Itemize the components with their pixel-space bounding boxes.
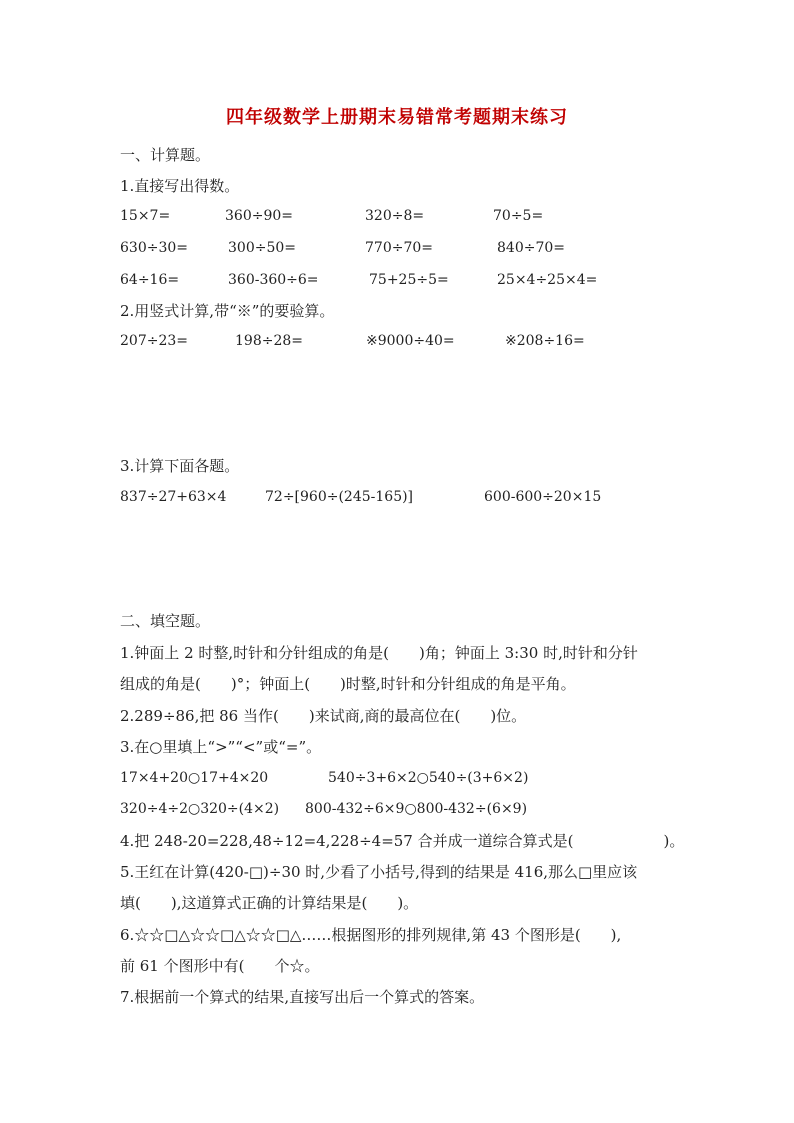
fill-line: 1.钟面上 2 时整,时针和分针组成的角是( )角；钟面上 3:30 时,时针和分针 (120, 644, 638, 662)
fill-line: 组成的角是( )°；钟面上( )时整,时针和分针组成的角是平角。 (120, 675, 576, 693)
compare-item: 800-432÷6×9○800-432÷(6×9) (305, 801, 528, 817)
page-title: 四年级数学上册期末易错常考题期末练习 (226, 107, 568, 128)
compare-item: 540÷3+6×2○540÷(3+6×2) (328, 770, 529, 786)
calc-item: 840÷70= (497, 240, 565, 256)
expression-item: 72÷[960÷(245-165)] (265, 489, 414, 505)
fill-line: 前 61 个图形中有( 个☆。 (120, 957, 320, 975)
q2-prompt: 2.用竖式计算,带“※”的要验算。 (120, 302, 335, 320)
fill-line: 5.王红在计算(420-□)÷30 时,少看了小括号,得到的结果是 416,那么□里应该 (120, 863, 638, 881)
vertical-calc-item: ※208÷16= (505, 333, 585, 349)
fill-line: 7.根据前一个算式的结果,直接写出后一个算式的答案。 (120, 988, 485, 1006)
section2-heading: 二、填空题。 (120, 612, 211, 630)
vertical-calc-item: 198÷28= (235, 333, 303, 349)
calc-item: 75+25÷5= (369, 272, 449, 288)
fill-line: 填( ),这道算式正确的计算结果是( )。 (120, 894, 419, 912)
calc-item: 630÷30= (120, 240, 188, 256)
q3-prompt: 3.计算下面各题。 (120, 457, 240, 475)
calc-item: 360-360÷6= (228, 272, 319, 288)
calc-item: 300÷50= (228, 240, 296, 256)
calc-item: 360÷90= (225, 208, 293, 224)
calc-item: 25×4÷25×4= (497, 272, 598, 288)
vertical-calc-item: 207÷23= (120, 333, 188, 349)
fill-line: 3.在○里填上“>”“<”或“=”。 (120, 738, 322, 756)
calc-item: 70÷5= (493, 208, 544, 224)
fill-line: 4.把 248-20=228,48÷12=4,228÷4=57 合并成一道综合算式是( )。 (120, 832, 685, 850)
fill-line: 2.289÷86,把 86 当作( )来试商,商的最高位在( )位。 (120, 707, 527, 725)
vertical-calc-item: ※9000÷40= (366, 333, 455, 349)
compare-item: 320÷4÷2○320÷(4×2) (120, 801, 280, 817)
compare-item: 17×4+20○17+4×20 (120, 770, 269, 786)
expression-item: 600-600÷20×15 (484, 489, 602, 505)
q1-prompt: 1.直接写出得数。 (120, 177, 240, 195)
calc-item: 15×7= (120, 208, 171, 224)
section1-heading: 一、计算题。 (120, 146, 211, 164)
expression-item: 837÷27+63×4 (120, 489, 227, 505)
calc-item: 64÷16= (120, 272, 180, 288)
calc-item: 770÷70= (365, 240, 433, 256)
calc-item: 320÷8= (365, 208, 425, 224)
fill-line: 6.☆☆□△☆☆□△☆☆□△……根据图形的排列规律,第 43 个图形是( ), (120, 926, 622, 944)
